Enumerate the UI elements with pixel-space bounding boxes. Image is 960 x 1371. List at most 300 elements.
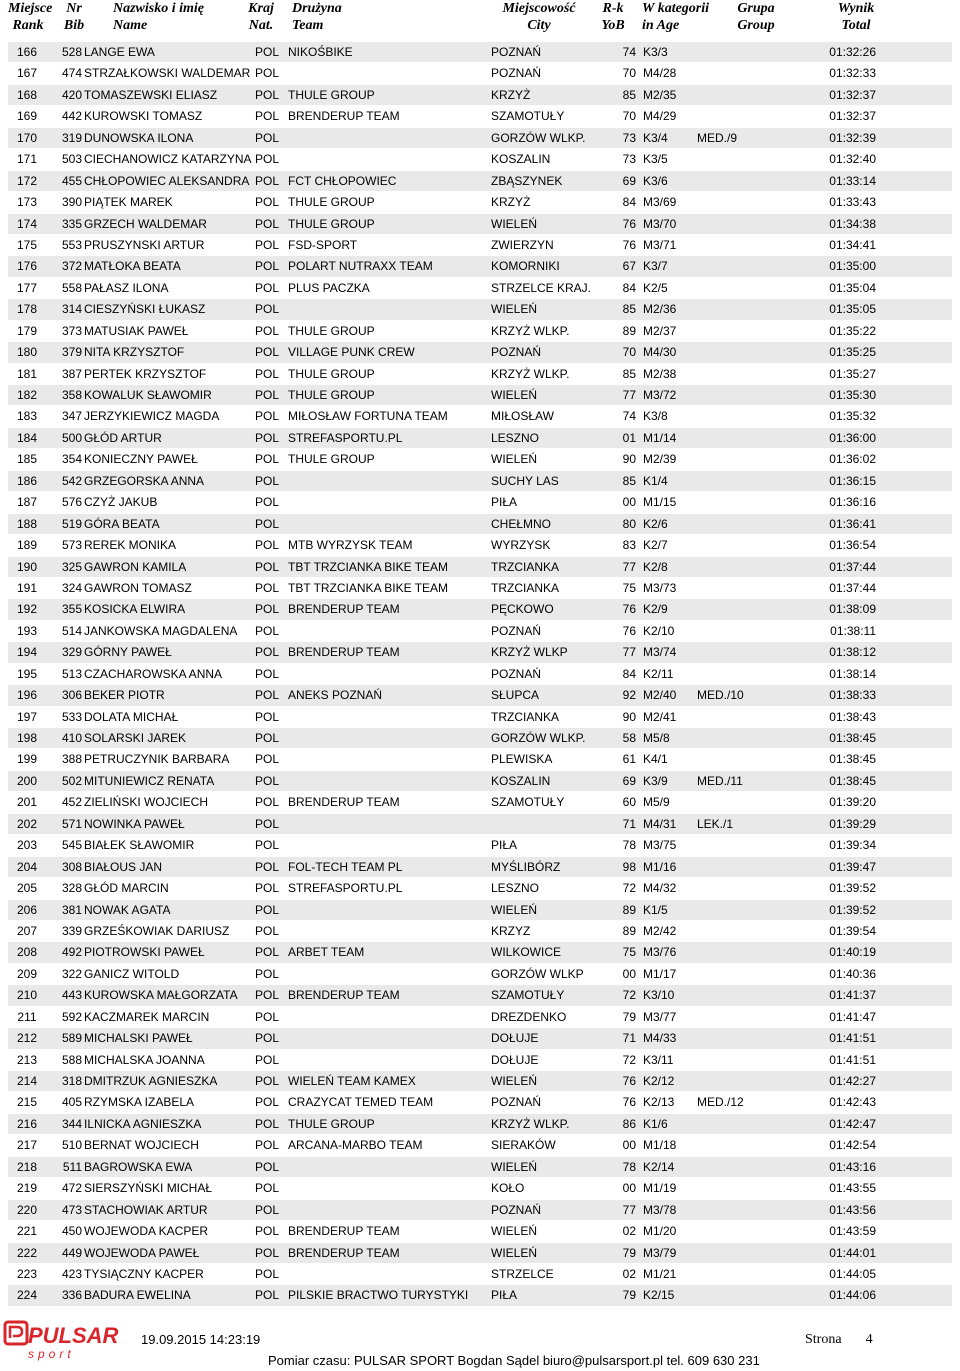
name-cell: GANICZ WITOLD [84, 966, 180, 981]
category-cell: M4/30 [643, 345, 677, 360]
category-cell: K3/10 [643, 988, 675, 1003]
city-cell: SZAMOTUŁY [491, 109, 565, 124]
bib-cell: 358 [61, 388, 82, 402]
nat-cell: POL [255, 1074, 280, 1088]
rank-cell: 172 [16, 173, 38, 188]
time-cell: 01:41:51 [829, 1031, 876, 1046]
name-cell: ILNICKA AGNIESZKA [84, 1116, 202, 1131]
category-cell: M1/17 [643, 966, 677, 981]
logo-text: PULSAR [28, 1323, 119, 1348]
table-row [8, 685, 952, 706]
category-cell: K2/15 [643, 1288, 675, 1303]
city-cell: KOMORNIKI [491, 259, 560, 274]
bib-cell: 528 [61, 45, 82, 59]
yob-cell: 71 [622, 816, 636, 831]
bib-cell: 379 [61, 345, 82, 360]
yob-cell: 85 [622, 366, 636, 381]
rank-cell: 183 [16, 409, 38, 424]
city-cell: POZNAŃ [491, 1202, 542, 1217]
bib-cell: 474 [61, 66, 82, 81]
pulsar-sport-logo [2, 1318, 122, 1362]
bib-cell: 324 [61, 580, 82, 595]
category-cell: K3/7 [643, 259, 668, 274]
table-row [8, 85, 952, 106]
rank-cell: 180 [16, 345, 38, 360]
yob-cell: 76 [622, 216, 636, 231]
team-cell: THULE GROUP [288, 87, 375, 102]
yob-cell: 70 [622, 66, 636, 81]
nat-cell: POL [255, 152, 280, 167]
category-cell: K2/7 [643, 538, 668, 553]
table-row [8, 492, 952, 513]
nat-cell: POL [255, 1288, 280, 1303]
team-cell: PILSKIE BRACTWO TURYSTYKI [288, 1288, 469, 1303]
table-row [8, 364, 952, 385]
city-cell: WIELEŃ [491, 452, 538, 467]
nat-cell: POL [255, 923, 280, 938]
yob-cell: 89 [622, 323, 636, 338]
time-cell: 01:38:45 [829, 731, 876, 745]
city-cell: KRZYŻ WLKP. [491, 323, 570, 338]
city-cell: POZNAŃ [491, 1095, 542, 1110]
team-cell: BRENDERUP TEAM [288, 645, 400, 660]
rank-cell: 177 [16, 280, 38, 295]
city-cell: PIŁA [491, 1288, 518, 1303]
time-cell: 01:32:37 [829, 87, 876, 102]
name-cell: LANGE EWA [84, 45, 155, 59]
category-cell: K1/4 [643, 473, 668, 488]
city-cell: WIELEŃ [491, 902, 538, 917]
nat-cell: POL [255, 1245, 280, 1260]
page-footer [0, 1318, 960, 1371]
team-cell: WIELEŃ TEAM KAMEX [288, 1074, 416, 1088]
nat-cell: POL [255, 902, 280, 917]
team-cell: STREFASPORTU.PL [288, 430, 403, 445]
rank-cell: 166 [16, 45, 38, 59]
yob-cell: 84 [622, 280, 636, 295]
rank-cell: 216 [16, 1116, 38, 1131]
rank-cell: 169 [16, 109, 38, 124]
city-cell: SZAMOTUŁY [491, 795, 565, 810]
team-cell: TBT TRZCIANKA BIKE TEAM [288, 580, 449, 595]
category-cell: K2/11 [643, 666, 674, 681]
category-cell: K2/13 [643, 1095, 675, 1110]
name-cell: TYSIĄCZNY KACPER [84, 1266, 204, 1281]
rank-cell: 185 [16, 452, 38, 467]
team-cell: FOL-TECH TEAM PL [288, 859, 403, 874]
yob-cell: 90 [622, 452, 636, 467]
table-row [8, 171, 952, 192]
yob-cell: 76 [622, 1074, 636, 1088]
nat-cell: POL [255, 645, 280, 660]
name-cell: MICHALSKA JOANNA [84, 1052, 205, 1067]
bib-cell: 328 [61, 881, 82, 896]
bib-cell: 553 [61, 237, 82, 252]
time-cell: 01:32:37 [829, 109, 876, 124]
rank-cell: 223 [16, 1266, 38, 1281]
city-cell: WIELEŃ [491, 1224, 538, 1239]
category-cell: K3/8 [643, 409, 668, 424]
table-row [8, 900, 952, 921]
name-cell: GAWRON TOMASZ [84, 580, 192, 595]
name-cell: PIOTROWSKI PAWEŁ [84, 945, 205, 960]
city-cell: POZNAŃ [491, 666, 542, 681]
city-cell: SŁUPCA [491, 688, 540, 703]
group-cell: MED./11 [697, 773, 743, 788]
print-date: 19.09.2015 14:23:19 [141, 1332, 261, 1347]
nat-cell: POL [255, 66, 280, 81]
nat-cell: POL [255, 237, 280, 252]
category-cell: M3/76 [643, 945, 677, 960]
yob-cell: 72 [622, 988, 636, 1003]
city-cell: KRZYŻ WLKP. [491, 1116, 570, 1131]
table-row [8, 385, 952, 406]
team-cell: FCT CHŁOPOWIEC [288, 173, 397, 188]
yob-cell: 69 [622, 173, 636, 188]
table-row [8, 63, 952, 84]
name-cell: BEKER PIOTR [84, 688, 165, 703]
table-row [8, 428, 952, 449]
table-row [8, 471, 952, 492]
nat-cell: POL [255, 1052, 280, 1067]
time-cell: 01:38:45 [829, 773, 876, 788]
header-city: Miejscowość City [502, 1, 576, 33]
name-cell: MITUNIEWICZ RENATA [84, 773, 215, 788]
category-cell: M4/29 [643, 109, 677, 124]
bib-cell: 442 [61, 109, 82, 124]
yob-cell: 84 [622, 195, 636, 210]
time-cell: 01:39:29 [829, 816, 876, 831]
city-cell: WIELEŃ [491, 302, 538, 317]
nat-cell: POL [255, 731, 280, 745]
time-cell: 01:43:55 [829, 1181, 876, 1196]
bib-cell: 511 [62, 1159, 82, 1174]
team-cell: ANEKS POZNAŃ [288, 688, 383, 703]
header-team: Drużyna Team [292, 1, 342, 33]
rank-cell: 214 [16, 1074, 38, 1088]
team-cell: BRENDERUP TEAM [288, 109, 400, 124]
table-row [8, 1285, 952, 1306]
rank-cell: 199 [16, 752, 38, 767]
time-cell: 01:38:12 [829, 645, 876, 660]
nat-cell: POL [255, 280, 280, 295]
bib-cell: 347 [61, 409, 82, 424]
name-cell: CZYŻ JAKUB [84, 495, 158, 510]
yob-cell: 58 [622, 731, 636, 745]
time-cell: 01:32:33 [829, 66, 876, 81]
bib-cell: 455 [61, 173, 82, 188]
table-row [8, 256, 952, 277]
bib-cell: 542 [61, 473, 82, 488]
name-cell: RZYMSKA IZABELA [84, 1095, 195, 1110]
yob-cell: 00 [622, 1138, 636, 1153]
city-cell: POZNAŃ [491, 45, 542, 59]
category-cell: M4/33 [643, 1031, 677, 1046]
category-cell: K2/12 [643, 1074, 675, 1088]
name-cell: GŁÓD ARTUR [84, 430, 162, 445]
bib-cell: 308 [61, 859, 82, 874]
time-cell: 01:32:39 [829, 130, 876, 145]
name-cell: NOWINKA PAWEŁ [84, 816, 185, 831]
city-cell: GORZÓW WLKP. [491, 130, 586, 145]
city-cell: MIŁOSŁAW [491, 409, 554, 424]
bib-cell: 336 [61, 1288, 82, 1303]
time-cell: 01:39:34 [829, 838, 876, 853]
city-cell: WYRZYSK [491, 538, 551, 553]
rank-cell: 186 [16, 473, 38, 488]
nat-cell: POL [255, 752, 280, 767]
nat-cell: POL [255, 795, 280, 810]
header-name: Nazwisko i imię Name [113, 1, 205, 33]
team-cell: THULE GROUP [288, 366, 375, 381]
name-cell: CHŁOPOWIEC ALEKSANDRA [84, 173, 250, 188]
yob-cell: 02 [622, 1266, 636, 1281]
city-cell: TRZCIANKA [491, 709, 560, 724]
name-cell: DOLATA MICHAŁ [84, 709, 179, 724]
time-cell: 01:38:09 [829, 602, 876, 617]
time-cell: 01:38:43 [829, 709, 876, 724]
time-cell: 01:42:27 [829, 1074, 876, 1088]
bib-cell: 344 [61, 1116, 82, 1131]
rank-cell: 213 [16, 1052, 38, 1067]
yob-cell: 85 [622, 302, 636, 317]
category-cell: M3/71 [643, 237, 677, 252]
nat-cell: POL [255, 688, 280, 703]
group-cell: LEK./1 [697, 816, 734, 831]
city-cell: KRZYŻ [491, 87, 531, 102]
city-cell: ZBĄSZYNEK [491, 173, 563, 188]
yob-cell: 70 [622, 109, 636, 124]
category-cell: M5/8 [643, 731, 670, 745]
header-rank: Miejsce Rank [8, 1, 53, 33]
yob-cell: 79 [622, 1245, 636, 1260]
table-row [8, 835, 952, 856]
bib-cell: 443 [61, 988, 82, 1003]
name-cell: PIĄTEK MAREK [84, 195, 173, 210]
bib-cell: 450 [61, 1224, 82, 1239]
time-cell: 01:33:43 [829, 195, 876, 210]
yob-cell: 89 [622, 923, 636, 938]
table-row [8, 942, 952, 963]
category-cell: M1/19 [643, 1181, 677, 1196]
table-row [8, 321, 952, 342]
city-cell: KOŁO [491, 1181, 525, 1196]
yob-cell: 77 [622, 1202, 636, 1217]
name-cell: PAŁASZ ILONA [84, 280, 169, 295]
name-cell: BAGROWSKA EWA [84, 1159, 193, 1174]
nat-cell: POL [255, 173, 280, 188]
bib-cell: 589 [61, 1031, 82, 1046]
time-cell: 01:35:00 [829, 259, 876, 274]
team-cell: BRENDERUP TEAM [288, 602, 400, 617]
table-row [8, 814, 952, 835]
table-row [8, 792, 952, 813]
group-cell: MED./9 [697, 130, 738, 145]
category-cell: M3/78 [643, 1202, 677, 1217]
time-cell: 01:32:26 [829, 45, 876, 59]
yob-cell: 01 [622, 430, 636, 445]
yob-cell: 00 [622, 495, 636, 510]
time-cell: 01:35:32 [829, 409, 876, 424]
time-cell: 01:35:25 [829, 345, 876, 360]
nat-cell: POL [255, 366, 280, 381]
name-cell: DUNOWSKA ILONA [84, 130, 194, 145]
city-cell: DREZDENKO [491, 1009, 567, 1024]
name-cell: NOWAK AGATA [84, 902, 171, 917]
nat-cell: POL [255, 45, 280, 59]
category-cell: K2/10 [643, 623, 675, 638]
team-cell: TBT TRZCIANKA BIKE TEAM [288, 559, 449, 574]
rank-cell: 222 [16, 1245, 38, 1260]
time-cell: 01:39:52 [829, 881, 876, 896]
bib-cell: 387 [61, 366, 82, 381]
rank-cell: 194 [16, 645, 38, 660]
table-row [8, 621, 952, 642]
category-cell: M3/77 [643, 1009, 677, 1024]
rank-cell: 181 [16, 366, 38, 381]
table-row [8, 235, 952, 256]
yob-cell: 76 [622, 623, 636, 638]
rank-cell: 203 [16, 838, 38, 853]
nat-cell: POL [255, 881, 280, 896]
city-cell: SIERAKÓW [491, 1138, 556, 1153]
rank-cell: 205 [16, 881, 38, 896]
yob-cell: 00 [622, 966, 636, 981]
city-cell: KOSZALIN [491, 773, 551, 788]
time-cell: 01:44:05 [829, 1266, 876, 1281]
nat-cell: POL [255, 452, 280, 467]
bib-cell: 576 [61, 495, 82, 510]
time-cell: 01:32:40 [829, 152, 876, 167]
table-row [8, 1221, 952, 1242]
header-nat: Kraj Nat. [248, 1, 274, 33]
name-cell: PETRUCZYNIK BARBARA [84, 752, 230, 767]
table-row [8, 214, 952, 235]
bib-cell: 410 [61, 731, 82, 745]
name-cell: WOJEWODA KACPER [84, 1224, 209, 1239]
category-cell: K3/9 [643, 773, 668, 788]
table-row [8, 642, 952, 663]
rank-cell: 197 [16, 709, 38, 724]
name-cell: KACZMAREK MARCIN [84, 1009, 210, 1024]
city-cell: DOŁUJE [491, 1052, 539, 1067]
table-row [8, 278, 952, 299]
nat-cell: POL [255, 666, 280, 681]
nat-cell: POL [255, 1266, 280, 1281]
category-cell: K2/6 [643, 516, 668, 531]
nat-cell: POL [255, 302, 280, 317]
name-cell: KUROWSKI TOMASZ [84, 109, 203, 124]
bib-cell: 449 [61, 1245, 82, 1260]
team-cell: VILLAGE PUNK CREW [288, 345, 415, 360]
bib-cell: 306 [61, 688, 82, 703]
city-cell: POZNAŃ [491, 623, 542, 638]
bib-cell: 592 [61, 1009, 82, 1024]
table-row [8, 342, 952, 363]
category-cell: M3/73 [643, 580, 677, 595]
nat-cell: POL [255, 773, 280, 788]
nat-cell: POL [255, 430, 280, 445]
city-cell: TRZCIANKA [491, 559, 560, 574]
rank-cell: 170 [16, 130, 38, 145]
nat-cell: POL [255, 345, 280, 360]
bib-cell: 588 [61, 1052, 82, 1067]
time-cell: 01:43:59 [829, 1224, 876, 1239]
nat-cell: POL [255, 816, 280, 831]
bib-cell: 381 [61, 902, 82, 917]
nat-cell: POL [255, 559, 280, 574]
timing-credit: Pomiar czasu: PULSAR SPORT Bogdan Sądel biuro@pulsarsport.pl tel. 609 630 231 [268, 1353, 760, 1368]
yob-cell: 02 [622, 1224, 636, 1239]
name-cell: TOMASZEWSKI ELIASZ [84, 87, 218, 102]
table-row [8, 1178, 952, 1199]
nat-cell: POL [255, 1181, 280, 1196]
rank-cell: 188 [16, 516, 38, 531]
time-cell: 01:41:37 [829, 988, 876, 1003]
category-cell: M4/28 [643, 66, 677, 81]
category-cell: K1/5 [643, 902, 668, 917]
city-cell: POZNAŃ [491, 345, 542, 360]
city-cell: KRZYŻ WLKP [491, 645, 568, 660]
category-cell: K2/9 [643, 602, 668, 617]
yob-cell: 76 [622, 1095, 636, 1110]
yob-cell: 77 [622, 559, 636, 574]
nat-cell: POL [255, 259, 280, 274]
team-cell: POLART NUTRAXX TEAM [288, 259, 433, 274]
category-cell: M3/74 [643, 645, 677, 660]
table-row [8, 964, 952, 985]
page-label: Strona [805, 1332, 842, 1347]
city-cell: KRZYŻ [491, 195, 531, 210]
rank-cell: 201 [16, 795, 38, 810]
team-cell: CRAZYCAT TEMED TEAM [288, 1095, 434, 1110]
rank-cell: 210 [16, 988, 38, 1003]
results-table [8, 42, 952, 1307]
city-cell: LESZNO [491, 881, 540, 896]
time-cell: 01:36:41 [829, 516, 876, 531]
yob-cell: 77 [622, 645, 636, 660]
time-cell: 01:43:56 [829, 1202, 876, 1217]
bib-cell: 390 [61, 195, 82, 210]
time-cell: 01:40:36 [829, 966, 876, 981]
rank-cell: 192 [16, 602, 38, 617]
bib-cell: 452 [61, 795, 82, 810]
name-cell: CZACHAROWSKA ANNA [84, 666, 223, 681]
name-cell: JERZYKIEWICZ MAGDA [84, 409, 220, 424]
time-cell: 01:42:43 [829, 1095, 876, 1110]
rank-cell: 190 [16, 559, 38, 574]
rank-cell: 168 [16, 87, 38, 102]
city-cell: WIELEŃ [491, 388, 538, 402]
table-row [8, 42, 952, 63]
time-cell: 01:38:33 [829, 688, 876, 703]
nat-cell: POL [255, 388, 280, 402]
yob-cell: 74 [622, 45, 636, 59]
rank-cell: 167 [16, 66, 38, 81]
bib-cell: 533 [61, 709, 82, 724]
rank-cell: 224 [16, 1288, 38, 1303]
rank-cell: 217 [16, 1138, 38, 1153]
yob-cell: 75 [622, 580, 636, 595]
category-cell: M3/69 [643, 195, 677, 210]
city-cell: WILKOWICE [491, 945, 562, 960]
table-row [8, 514, 952, 535]
team-cell: BRENDERUP TEAM [288, 1224, 400, 1239]
category-cell: K3/6 [643, 173, 668, 188]
bib-cell: 472 [61, 1181, 82, 1196]
table-row [8, 664, 952, 685]
nat-cell: POL [255, 516, 280, 531]
